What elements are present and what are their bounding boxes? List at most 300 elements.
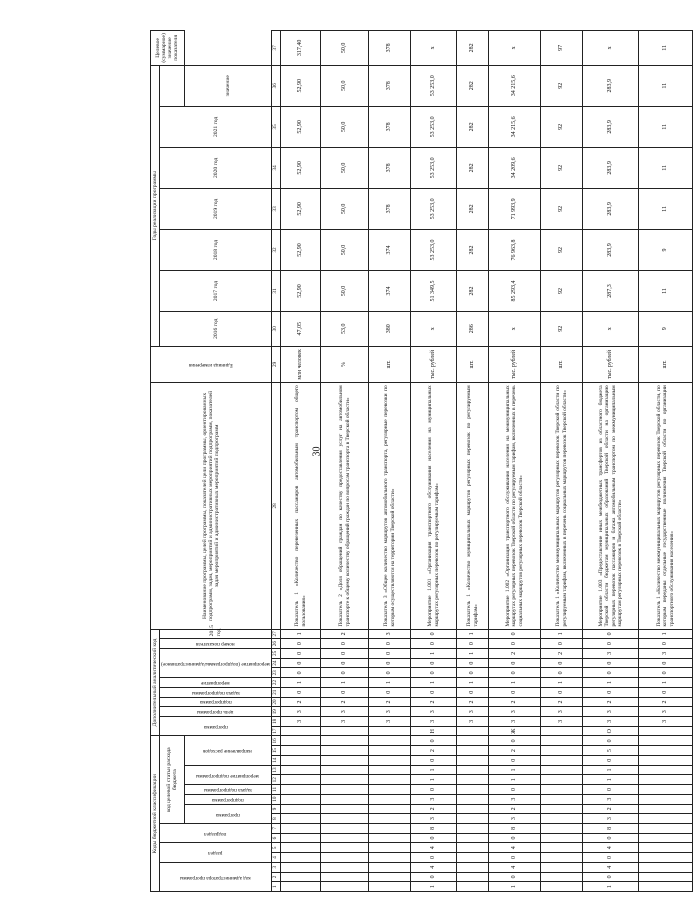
code-digit-cell: 0 (281, 639, 321, 649)
header-program: программа (184, 804, 271, 823)
code-digit-cell (281, 755, 321, 765)
code-digit-cell: 3 (583, 794, 639, 804)
code-digit-cell: 1 (541, 678, 583, 688)
code-digit-cell (639, 843, 693, 853)
code-digit-cell (639, 804, 693, 814)
value-cell: 76 963,8 (489, 229, 541, 270)
code-digit-cell (457, 794, 489, 804)
code-digit-cell: 1 (583, 765, 639, 775)
code-digit-cell (281, 726, 321, 736)
code-digit-cell: 1 (411, 775, 457, 785)
value-cell: 51 349,5 (411, 270, 457, 311)
column-number: 37 (272, 31, 281, 66)
header-row-1 (151, 31, 160, 892)
value-cell: 53 253,0 (411, 106, 457, 147)
code-digit-cell: 2 (541, 697, 583, 707)
column-number: 4 (272, 853, 281, 863)
code-digit-cell: 0 (411, 736, 457, 746)
column-number: 19 (272, 707, 281, 717)
code-digit-cell (369, 736, 411, 746)
code-digit-cell: 0 (489, 687, 541, 697)
code-digit-cell: 3 (639, 707, 693, 717)
code-digit-cell (457, 843, 489, 853)
code-digit-cell: 0 (457, 668, 489, 678)
column-number: 33 (272, 188, 281, 229)
code-digit-cell (281, 853, 321, 863)
code-digit-cell: 0 (583, 629, 639, 639)
value-cell: 50,0 (321, 188, 369, 229)
unit-cell: шт. (639, 346, 693, 383)
code-digit-cell: 1 (583, 882, 639, 892)
code-digit-cell (281, 785, 321, 795)
value-cell: 11 (639, 147, 693, 188)
code-digit-cell: 0 (583, 658, 639, 668)
code-digit-cell: 0 (583, 687, 639, 697)
code-digit-cell (639, 882, 693, 892)
header-name: Наименование программы, целей программы, показателей цели программы, ориентированных подпрограмм, задач, мероприятий и административных мероприятий подпрограмм, показателей задач мероприятий и административных мероприятий подпрограмм (151, 383, 272, 629)
value-cell: 53 253,0 (411, 188, 457, 229)
code-digit-cell: 8 (411, 823, 457, 833)
value-cell: 380 (369, 312, 411, 347)
header-analytic-code: Дополнительный аналитический код (151, 629, 160, 736)
column-number: 32 (272, 229, 281, 270)
value-cell: 50,0 (321, 229, 369, 270)
code-digit-cell (541, 765, 583, 775)
code-digit-cell: 0 (489, 736, 541, 746)
table-row (583, 31, 639, 892)
value-cell: 52,90 (281, 147, 321, 188)
code-digit-cell: 1 (411, 882, 457, 892)
column-number: 36 (272, 65, 281, 106)
column-number: 1 (272, 882, 281, 892)
header-task-sub: задача подпрограммы (184, 785, 271, 795)
header-event-short: мероприятие (160, 678, 272, 688)
column-number: 9 (272, 804, 281, 814)
code-digit-cell (321, 765, 369, 775)
code-digit-cell (639, 853, 693, 863)
code-digit-cell (321, 823, 369, 833)
code-digit-cell (457, 862, 489, 872)
code-digit-cell (639, 736, 693, 746)
value-cell: 92 (541, 147, 583, 188)
code-digit-cell (321, 794, 369, 804)
code-digit-cell: 1 (411, 765, 457, 775)
code-digit-cell (281, 746, 321, 756)
column-number: 7 (272, 823, 281, 833)
column-number: 23 (272, 668, 281, 678)
code-digit-cell: 0 (369, 687, 411, 697)
code-digit-cell (369, 843, 411, 853)
code-digit-cell: 0 (281, 687, 321, 697)
code-digit-cell (541, 814, 583, 824)
code-digit-cell (457, 882, 489, 892)
table-row (369, 31, 411, 892)
table-row (281, 31, 321, 892)
code-digit-cell (541, 775, 583, 785)
code-digit-cell: 0 (489, 785, 541, 795)
code-digit-cell: 0 (583, 755, 639, 765)
code-digit-cell (541, 746, 583, 756)
code-digit-cell: 1 (489, 775, 541, 785)
value-cell: х (583, 312, 639, 347)
code-digit-cell: 1 (457, 649, 489, 659)
value-cell: 11 (639, 106, 693, 147)
code-digit-cell: 0 (489, 833, 541, 843)
header-target-group: Целевое (суммарное) значение показателя (151, 31, 185, 66)
code-digit-cell: Ж (489, 726, 541, 736)
header-subprogram: подпрограмма (184, 794, 271, 804)
code-digit-cell: О (583, 726, 639, 736)
value-cell: х (411, 31, 457, 66)
value-cell: 92 (541, 312, 583, 347)
code-digit-cell (639, 746, 693, 756)
code-digit-cell (639, 755, 693, 765)
value-cell: 317,40 (281, 31, 321, 66)
code-digit-cell: 0 (583, 872, 639, 882)
code-digit-cell: 1 (281, 629, 321, 639)
column-number: 28 (272, 383, 281, 629)
code-digit-cell: 4 (411, 843, 457, 853)
code-digit-cell: 0 (281, 668, 321, 678)
code-digit-cell (369, 823, 411, 833)
code-digit-cell (639, 775, 693, 785)
code-digit-cell: 0 (583, 785, 639, 795)
code-digit-cell: 1 (457, 629, 489, 639)
column-number: 13 (272, 765, 281, 775)
code-digit-cell: 3 (489, 794, 541, 804)
code-digit-cell (369, 785, 411, 795)
code-digit-cell (321, 843, 369, 853)
code-digit-cell (457, 823, 489, 833)
unit-cell: шт. (541, 346, 583, 383)
code-digit-cell: 0 (321, 649, 369, 659)
value-cell: 50,0 (321, 270, 369, 311)
column-number: 5 (272, 843, 281, 853)
code-digit-cell (541, 823, 583, 833)
code-digit-cell (457, 833, 489, 843)
code-digit-cell: 0 (457, 639, 489, 649)
header-y2017: 2017 год (160, 270, 272, 311)
code-digit-cell: 8 (583, 823, 639, 833)
column-number: 30 (272, 312, 281, 347)
column-number-row (272, 31, 281, 892)
header-y2019: 2019 год (160, 188, 272, 229)
indicator-name-cell: Показатель 2 «Доля обращений граждан по качеству предоставления услуг на автомобильном транспорте к общему количеству обращений граждан по вопросам транспорта в Тверской области» (321, 383, 369, 629)
code-digit-cell: 0 (541, 668, 583, 678)
code-digit-cell: 2 (411, 697, 457, 707)
code-digit-cell: 0 (583, 639, 639, 649)
column-number: 29 (272, 346, 281, 383)
value-cell: 92 (541, 188, 583, 229)
value-cell: 378 (369, 188, 411, 229)
value-cell: 85 293,4 (489, 270, 541, 311)
value-cell: 34 209,6 (489, 147, 541, 188)
indicator-name-cell: Показатель 1 «Количество межмуниципальных маршрутов регулярных перевозок Тверской области по регулируемым тарифам, включенных в перечень социальных маршрутов перевозок Тверской области» (541, 383, 583, 629)
code-digit-cell (321, 755, 369, 765)
code-digit-cell (321, 775, 369, 785)
code-digit-cell (457, 872, 489, 882)
code-digit-cell: 1 (489, 678, 541, 688)
column-number: 6 (272, 833, 281, 843)
header-section: раздел (160, 843, 272, 862)
header-y2020: 2020 год (160, 147, 272, 188)
header-budget-codes: Коды бюджетной классификации (151, 736, 160, 892)
column-number: 20 (272, 697, 281, 707)
code-digit-cell (281, 843, 321, 853)
header-y2021: 2021 год (160, 106, 272, 147)
code-digit-cell (281, 804, 321, 814)
value-cell: 282 (457, 31, 489, 66)
code-digit-cell (321, 833, 369, 843)
code-digit-cell (541, 794, 583, 804)
code-digit-cell: 3 (457, 707, 489, 717)
value-cell: 283,9 (583, 229, 639, 270)
code-digit-cell: 3 (583, 814, 639, 824)
budget-program-table-sheet (150, 30, 675, 892)
code-digit-cell: 2 (489, 746, 541, 756)
code-digit-cell: 2 (281, 697, 321, 707)
code-digit-cell: 4 (411, 862, 457, 872)
code-digit-cell: 0 (411, 668, 457, 678)
code-digit-cell (541, 804, 583, 814)
code-digit-cell (321, 872, 369, 882)
code-digit-cell (369, 755, 411, 765)
value-cell: 283,9 (583, 147, 639, 188)
code-digit-cell (369, 726, 411, 736)
value-cell: 92 (541, 229, 583, 270)
code-digit-cell: 0 (411, 687, 457, 697)
value-cell: 282 (457, 188, 489, 229)
column-number: 10 (272, 794, 281, 804)
code-digit-cell (321, 882, 369, 892)
code-digit-cell (639, 726, 693, 736)
header-years-group: Годы реализации программы (151, 65, 160, 346)
value-cell: 52,90 (281, 188, 321, 229)
column-number: 25 (272, 649, 281, 659)
code-digit-cell: 1 (489, 882, 541, 892)
value-cell: 378 (369, 147, 411, 188)
code-digit-cell (281, 775, 321, 785)
value-cell: 287,3 (583, 270, 639, 311)
value-cell: 52,90 (281, 229, 321, 270)
code-digit-cell: 0 (411, 639, 457, 649)
code-digit-cell (281, 882, 321, 892)
value-cell: 50,0 (321, 106, 369, 147)
table-row (541, 31, 583, 892)
code-digit-cell: 2 (321, 629, 369, 639)
value-cell: 92 (541, 106, 583, 147)
code-digit-cell (541, 833, 583, 843)
code-digit-cell (457, 746, 489, 756)
code-digit-cell: 0 (411, 785, 457, 795)
code-digit-cell (369, 775, 411, 785)
header-expense-direction: направление расходов (184, 736, 271, 765)
value-cell: 34 215,6 (489, 65, 541, 106)
column-number: 24 (272, 658, 281, 668)
code-digit-cell (369, 862, 411, 872)
code-digit-cell: 3 (321, 707, 369, 717)
indicator-name-cell: Показатель 1 «Количество перевезенных пассажиров автомобильным транспортом общего пользования» (281, 383, 321, 629)
program-table (150, 30, 693, 892)
value-cell: 9 (639, 229, 693, 270)
code-digit-cell (281, 833, 321, 843)
value-cell: 282 (457, 65, 489, 106)
code-digit-cell: 0 (457, 658, 489, 668)
code-digit-cell: 0 (369, 668, 411, 678)
code-digit-cell: 1 (411, 649, 457, 659)
value-cell: 11 (639, 188, 693, 229)
code-digit-cell: 1 (639, 678, 693, 688)
unit-cell: шт. (457, 346, 489, 383)
unit-cell: тыс. рублей (411, 346, 457, 383)
column-number: 34 (272, 147, 281, 188)
value-cell: 92 (541, 65, 583, 106)
value-cell: 283,9 (583, 106, 639, 147)
code-digit-cell: 3 (411, 717, 457, 727)
code-digit-cell (321, 853, 369, 863)
code-digit-cell: 0 (639, 658, 693, 668)
code-digit-cell: 0 (369, 639, 411, 649)
page-number: 30 (311, 446, 323, 457)
code-digit-cell: 3 (639, 717, 693, 727)
code-digit-cell (369, 814, 411, 824)
code-digit-cell: 3 (411, 814, 457, 824)
code-digit-cell: 1 (639, 629, 693, 639)
code-digit-cell: 0 (281, 649, 321, 659)
code-digit-cell (541, 853, 583, 863)
code-digit-cell: 0 (489, 629, 541, 639)
code-digit-cell: 0 (369, 658, 411, 668)
code-digit-cell: 0 (489, 668, 541, 678)
code-digit-cell: 3 (281, 717, 321, 727)
unit-cell: млн человек (281, 346, 321, 383)
value-cell: 11 (639, 65, 693, 106)
header-program-col: программа (160, 717, 272, 736)
column-number: 18 (272, 717, 281, 727)
code-digit-cell (321, 736, 369, 746)
value-cell: 282 (457, 270, 489, 311)
code-digit-cell (639, 823, 693, 833)
code-digit-cell: 0 (369, 649, 411, 659)
code-digit-cell (321, 726, 369, 736)
value-cell: 374 (369, 270, 411, 311)
value-cell: 53 253,0 (411, 65, 457, 106)
code-digit-cell (541, 882, 583, 892)
code-digit-cell (457, 775, 489, 785)
header-subprogram-col: подпрограмма (160, 697, 272, 707)
code-digit-cell: 3 (583, 649, 639, 659)
code-digit-cell (541, 843, 583, 853)
code-digit-cell: 1 (541, 629, 583, 639)
code-digit-cell: 2 (583, 804, 639, 814)
header-value: значение (184, 65, 271, 106)
code-digit-cell: 1 (369, 678, 411, 688)
value-cell: х (411, 312, 457, 347)
value-cell: 97 (541, 31, 583, 66)
code-digit-cell: 2 (411, 746, 457, 756)
table-body (281, 31, 693, 892)
code-digit-cell (457, 853, 489, 863)
code-digit-cell: 3 (369, 707, 411, 717)
code-digit-cell: 2 (489, 697, 541, 707)
code-digit-cell: 4 (489, 843, 541, 853)
value-cell: 47,05 (281, 312, 321, 347)
code-digit-cell (369, 765, 411, 775)
code-digit-cell: 0 (489, 658, 541, 668)
column-number: 22 (272, 678, 281, 688)
value-cell: 52,90 (281, 270, 321, 311)
column-number: 12 (272, 775, 281, 785)
indicator-name-cell: Показатель 1 «Количество межмуниципальных маршрутов регулярных перевозок Тверской области, по которым переданы отдельные государственные полномочия Тверской области по организации транспортного обслуживания населения» (639, 383, 693, 629)
code-digit-cell: 2 (489, 804, 541, 814)
value-cell: 282 (457, 229, 489, 270)
code-digit-cell (321, 804, 369, 814)
column-number: 27 (272, 629, 281, 639)
column-number: 35 (272, 106, 281, 147)
code-digit-cell: 0 (489, 639, 541, 649)
header-task: задача подпрограммы (160, 687, 272, 697)
header-admin-code: код администратора программы (160, 862, 272, 891)
code-digit-cell (541, 785, 583, 795)
column-number: 16 (272, 736, 281, 746)
unit-cell: тыс. рублей (489, 346, 541, 383)
code-digit-cell (369, 746, 411, 756)
code-digit-cell: 3 (639, 649, 693, 659)
code-digit-cell: 0 (639, 668, 693, 678)
code-digit-cell: 3 (583, 717, 639, 727)
unit-cell: тыс. рублей (583, 346, 639, 383)
value-cell: 52,90 (281, 65, 321, 106)
code-digit-cell: 1 (321, 678, 369, 688)
code-digit-cell (281, 736, 321, 746)
code-digit-cell: 0 (321, 687, 369, 697)
value-cell: 378 (369, 65, 411, 106)
value-cell: 374 (369, 229, 411, 270)
code-digit-cell: 0 (541, 687, 583, 697)
code-digit-cell: 0 (411, 629, 457, 639)
code-digit-cell: 3 (489, 814, 541, 824)
column-number: 2 (272, 872, 281, 882)
code-digit-cell: 1 (281, 678, 321, 688)
unit-cell: шт. (369, 346, 411, 383)
code-digit-cell: 0 (489, 755, 541, 765)
code-digit-cell: 8 (489, 823, 541, 833)
value-cell: 378 (369, 31, 411, 66)
code-digit-cell (369, 833, 411, 843)
value-cell: 283,9 (583, 188, 639, 229)
header-event: мероприятие (подпрограммы/административное) (160, 649, 272, 678)
code-digit-cell: 0 (489, 872, 541, 882)
code-digit-cell: 2 (369, 697, 411, 707)
value-cell: 92 (541, 270, 583, 311)
value-cell: 11 (639, 31, 693, 66)
code-digit-cell (369, 794, 411, 804)
code-digit-cell: 3 (369, 717, 411, 727)
code-digit-cell: 0 (541, 639, 583, 649)
column-number: 26 (272, 639, 281, 649)
code-digit-cell (281, 765, 321, 775)
code-digit-cell: 4 (583, 843, 639, 853)
code-digit-cell (281, 823, 321, 833)
code-digit-cell: 0 (639, 639, 693, 649)
value-cell: 71 993,9 (489, 188, 541, 229)
code-digit-cell: 2 (411, 804, 457, 814)
code-digit-cell: 0 (583, 853, 639, 863)
indicator-name-cell: Показатель 1 «Количество муниципальных маршрутов регулярных перевозок по регулируемым тарифам» (457, 383, 489, 629)
code-digit-cell (369, 872, 411, 882)
code-digit-cell: 0 (281, 658, 321, 668)
code-digit-cell: 2 (541, 649, 583, 659)
